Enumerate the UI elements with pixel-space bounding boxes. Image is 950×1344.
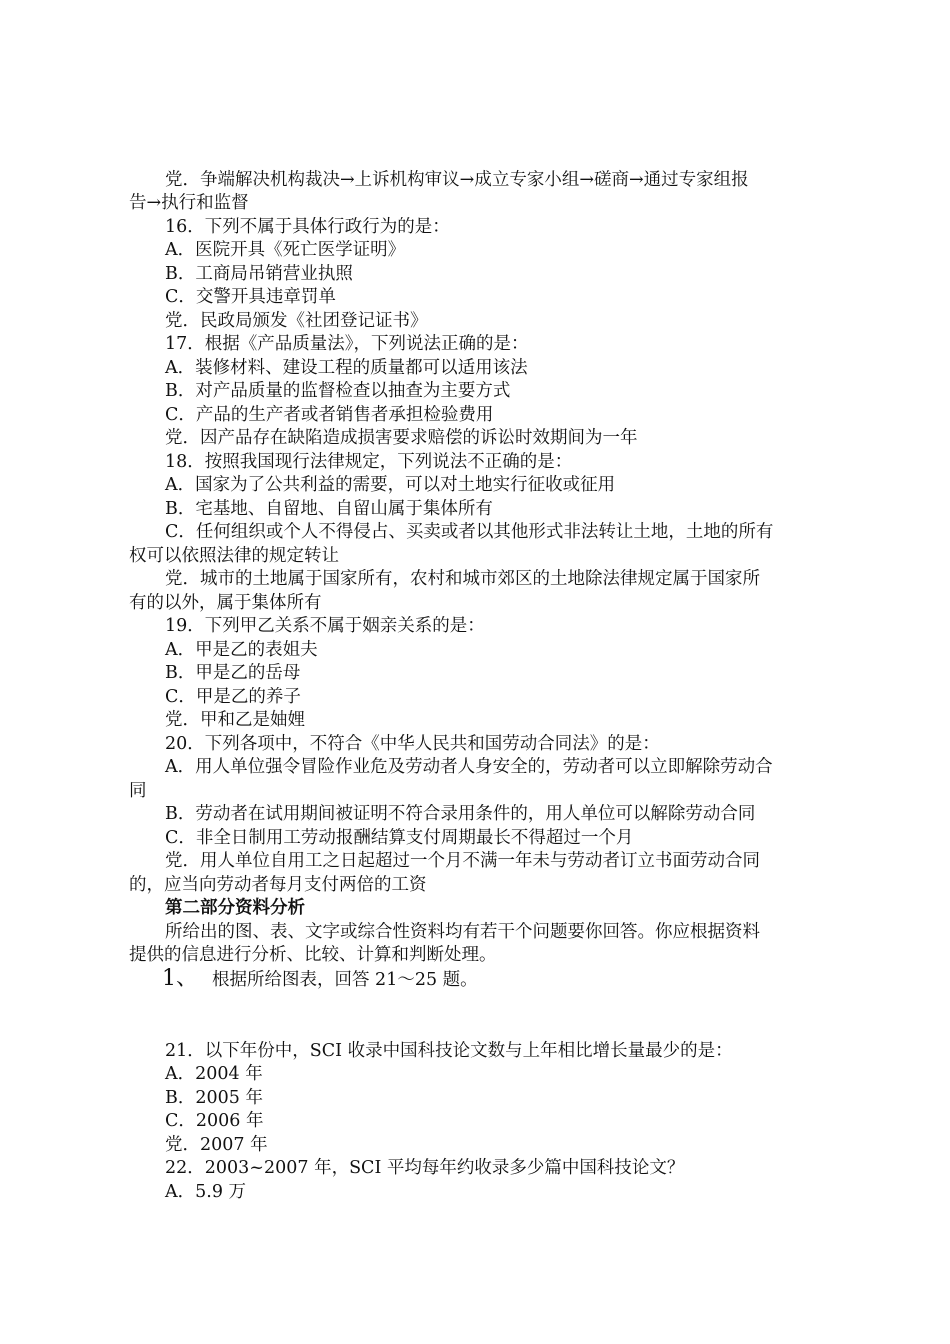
answer-option-c: C．任何组织或个人不得侵占、买卖或者以其他形式非法转让土地，土地的所有 <box>165 522 774 542</box>
answer-option-c: C．甲是乙的养子 <box>165 687 301 707</box>
text-continuation: 的，应当向劳动者每月支付两倍的工资 <box>129 875 427 895</box>
answer-option-c: C．非全日制用工劳动报酬结算支付周期最长不得超过一个月 <box>165 828 634 848</box>
question-18: 18．按照我国现行法律规定，下列说法不正确的是： <box>165 452 573 472</box>
text-continuation: 提供的信息进行分析、比较、计算和判断处理。 <box>129 945 497 965</box>
item-number: 1、 <box>162 966 198 991</box>
question-20: 20．下列各项中，不符合《中华人民共和国劳动合同法》的是： <box>165 734 660 754</box>
answer-option-d: 党．民政局颁发《社团登记证书》 <box>165 311 428 331</box>
answer-option-d: 党．2007 年 <box>165 1135 268 1155</box>
section-heading: 第二部分资料分析 <box>165 898 305 918</box>
answer-option-c: C．2006 年 <box>165 1111 264 1131</box>
question-22: 22．2003~2007 年，SCI 平均每年约收录多少篇中国科技论文？ <box>165 1158 685 1178</box>
answer-option-d: 党．用人单位自用工之日起超过一个月不满一年未与劳动者订立书面劳动合同 <box>165 851 760 871</box>
answer-option-b: B．劳动者在试用期间被证明不符合录用条件的，用人单位可以解除劳动合同 <box>165 804 756 824</box>
text-continuation: 权可以依照法律的规定转让 <box>129 546 339 566</box>
answer-option-d: 党．甲和乙是妯娌 <box>165 710 305 730</box>
answer-option-a: A．甲是乙的表姐夫 <box>165 640 318 660</box>
text-continuation: 同 <box>129 781 147 801</box>
answer-option-b: B．工商局吊销营业执照 <box>165 264 353 284</box>
answer-option-a: A．5.9 万 <box>165 1182 247 1202</box>
answer-option-c: C．交警开具违章罚单 <box>165 287 336 307</box>
section-intro: 所给出的图、表、文字或综合性资料均有若干个问题要你回答。你应根据资料 <box>165 922 760 942</box>
answer-option-b: B．宅基地、自留地、自留山属于集体所有 <box>165 499 493 519</box>
item-instruction: 根据所给图表，回答 21～25 题。 <box>212 970 478 990</box>
answer-option-a: A．2004 年 <box>165 1064 263 1084</box>
answer-option-d: 党．争端解决机构裁决→上诉机构审议→成立专家小组→磋商→通过专家组报 <box>165 170 749 190</box>
text-continuation: 告→执行和监督 <box>129 193 249 213</box>
answer-option-a: A．用人单位强令冒险作业危及劳动者人身安全的，劳动者可以立即解除劳动合 <box>165 757 773 777</box>
answer-option-d: 党．城市的土地属于国家所有，农村和城市郊区的土地除法律规定属于国家所 <box>165 569 760 589</box>
answer-option-a: A．装修材料、建设工程的质量都可以适用该法 <box>165 358 528 378</box>
question-21: 21．以下年份中，SCI 收录中国科技论文数与上年相比增长量最少的是： <box>165 1041 733 1061</box>
answer-option-c: C．产品的生产者或者销售者承担检验费用 <box>165 405 494 425</box>
answer-option-b: B．对产品质量的监督检查以抽查为主要方式 <box>165 381 511 401</box>
answer-option-a: A．国家为了公共利益的需要，可以对土地实行征收或征用 <box>165 475 616 495</box>
question-19: 19．下列甲乙关系不属于姻亲关系的是： <box>165 616 485 636</box>
answer-option-b: B．2005 年 <box>165 1088 263 1108</box>
question-17: 17．根据《产品质量法》，下列说法正确的是： <box>165 334 529 354</box>
text-continuation: 有的以外，属于集体所有 <box>129 593 322 613</box>
answer-option-b: B．甲是乙的岳母 <box>165 663 301 683</box>
answer-option-a: A．医院开具《死亡医学证明》 <box>165 240 406 260</box>
question-16: 16．下列不属于具体行政行为的是： <box>165 217 450 237</box>
answer-option-d: 党．因产品存在缺陷造成损害要求赔偿的诉讼时效期间为一年 <box>165 428 638 448</box>
